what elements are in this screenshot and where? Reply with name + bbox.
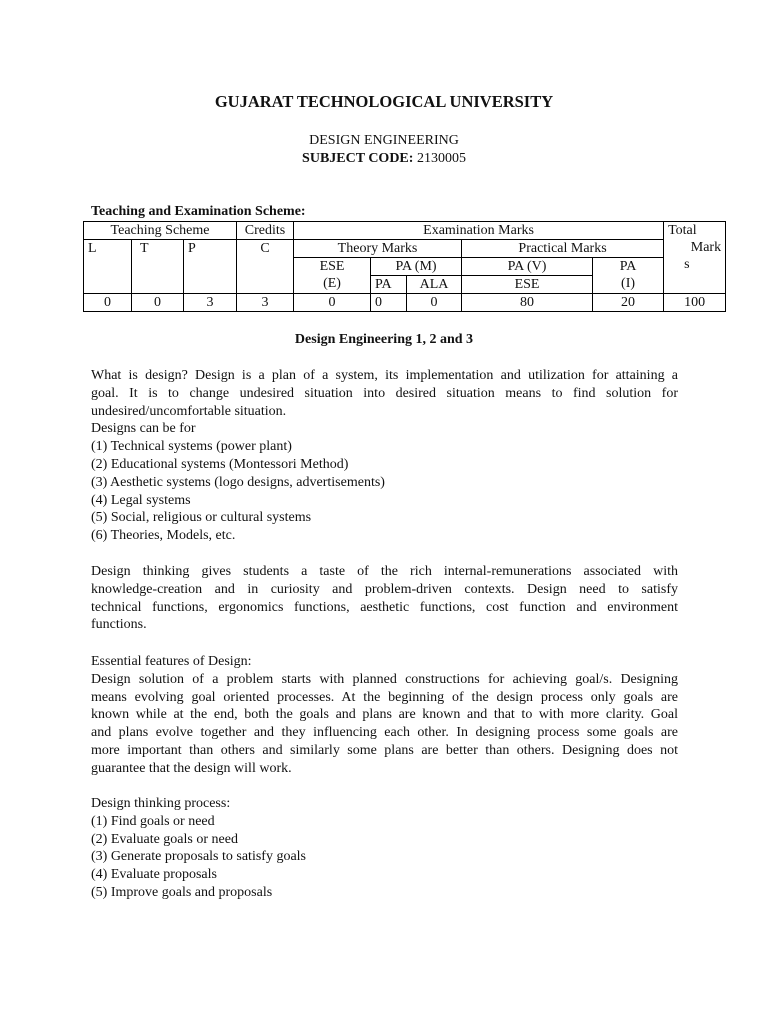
list-item: (2) Educational systems (Montessori Method) <box>91 456 349 472</box>
pa-i-header <box>593 258 664 294</box>
t-header: T <box>132 240 184 294</box>
pa-v-header: PA (V) <box>462 258 593 276</box>
total-label-2: Mark <box>690 240 722 255</box>
total-marks-header <box>664 222 726 294</box>
examination-marks-header: Examination Marks <box>294 222 664 240</box>
ese-e-label-1: ESE <box>319 259 345 274</box>
l-value: 0 <box>84 294 132 312</box>
list-item: (3) Generate proposals to satisfy goals <box>91 849 306 865</box>
ese-header: ESE <box>462 276 593 294</box>
ese-e-value: 0 <box>294 294 371 312</box>
process-title: Design thinking process: <box>91 796 231 811</box>
university-title: GUJARAT TECHNOLOGICAL UNIVERSITY <box>214 92 554 111</box>
pa-i-label-2: (I) <box>621 276 636 291</box>
total-label-3: s <box>684 257 690 272</box>
ese-v-value: 80 <box>462 294 593 312</box>
t-value: 0 <box>132 294 184 312</box>
teaching-scheme-header: Teaching Scheme <box>84 222 237 240</box>
paragraph-line: Design thinking gives students a taste of the rich internal-remunerations associated with <box>91 564 678 579</box>
table-row <box>84 240 726 258</box>
designs-can-be-for: Designs can be for <box>91 421 196 437</box>
pa-header: PA <box>371 276 407 294</box>
intro-line: What is design? Design is a plan of a system, its implementation and utilization for attaining a <box>91 368 678 383</box>
paragraph-line: means evolving goal oriented processes. At the beginning of the design process only goals are <box>91 689 678 705</box>
list-item: (4) Legal systems <box>91 492 191 508</box>
list-item: (4) Evaluate proposals <box>91 867 217 883</box>
subject-name: DESIGN ENGINEERING <box>309 133 459 148</box>
paragraph-line: more important than others and similarly some plans are better than others. Designing does not <box>91 742 678 758</box>
process-paragraph <box>91 795 678 902</box>
intro-line: undesired/uncomfortable situation. <box>91 403 287 419</box>
l-header: L <box>84 240 132 294</box>
ese-e-header <box>294 258 371 294</box>
table-row <box>84 294 726 312</box>
intro-paragraph <box>91 367 678 545</box>
paragraph-line: and plans evolve together and they influencing each other. In designing process some goals are <box>91 725 678 741</box>
subject-code-line <box>0 150 768 168</box>
paragraph-line: guarantee that the design will work. <box>91 760 292 776</box>
list-item: (5) Social, religious or cultural systems <box>91 510 312 526</box>
subject-code-label: SUBJECT CODE: <box>302 151 414 166</box>
scheme-table <box>83 221 726 312</box>
list-item: (3) Aesthetic systems (logo designs, advertisements) <box>91 474 385 490</box>
design-thinking-paragraph <box>91 563 678 634</box>
intro-line: goal. It is to change undesired situation into desired situation means to find solution for <box>91 385 678 401</box>
practical-marks-header: Practical Marks <box>462 240 664 258</box>
pa-value: 0 <box>371 294 407 312</box>
ese-e-label-2: (E) <box>323 276 341 291</box>
list-item: (1) Technical systems (power plant) <box>91 439 292 455</box>
paragraph-line: known while at the end, both the goals and plans are known and that to with more clarity. Goal <box>91 707 678 723</box>
pa-m-header: PA (M) <box>371 258 462 276</box>
pa-i-value: 20 <box>593 294 664 312</box>
p-header: P <box>184 240 237 294</box>
subject-header <box>0 132 768 168</box>
features-paragraph <box>91 653 678 778</box>
paragraph-line: technical functions, ergonomics functions, aesthetic functions, cost function and environment <box>91 599 678 615</box>
total-value: 100 <box>664 294 726 312</box>
pa-i-label-1: PA <box>619 259 637 274</box>
list-item: (5) Improve goals and proposals <box>91 884 273 900</box>
subject-code-value: 2130005 <box>416 151 466 166</box>
paragraph-line: knowledge-creation and in curiosity and problem-driven contexts. Design need to satisfy <box>91 581 678 597</box>
ala-header: ALA <box>407 276 462 294</box>
list-item: (1) Find goals or need <box>91 813 215 829</box>
theory-marks-header: Theory Marks <box>294 240 462 258</box>
p-value: 3 <box>184 294 237 312</box>
list-item: (2) Evaluate goals or need <box>91 831 238 847</box>
ala-value: 0 <box>407 294 462 312</box>
list-item: (6) Theories, Models, etc. <box>91 528 236 544</box>
scheme-title: Teaching and Examination Scheme: <box>91 204 306 219</box>
total-label-1: Total <box>668 223 697 238</box>
table-row <box>84 222 726 240</box>
paragraph-line: Design solution of a problem starts with planned constructions for achieving goal/s. Designing <box>91 671 678 687</box>
paragraph-line: functions. <box>91 617 147 633</box>
c-header: C <box>237 240 294 294</box>
features-title: Essential features of Design: <box>91 654 252 669</box>
section-heading: Design Engineering 1, 2 and 3 <box>294 332 474 347</box>
c-value: 3 <box>237 294 294 312</box>
credits-header: Credits <box>237 222 294 240</box>
